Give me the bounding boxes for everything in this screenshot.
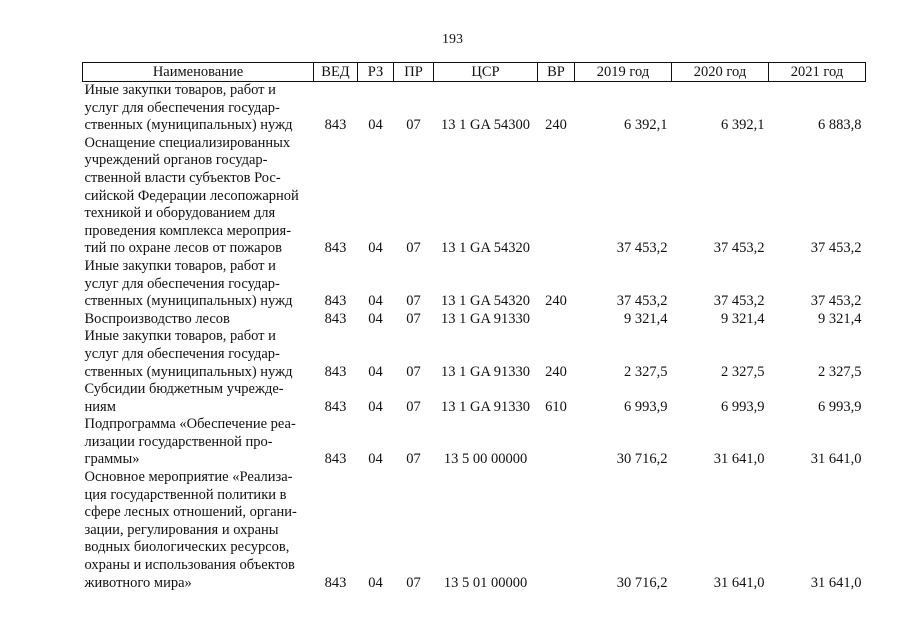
row-2019: 30 716,2 (616, 574, 668, 591)
row-ved: 843 (324, 117, 347, 134)
row-pr: 07 (406, 117, 421, 134)
row-pr: 07 (406, 293, 421, 310)
row-name-line: ниям (84, 398, 116, 415)
row-pr: 07 (406, 398, 421, 415)
row-name-line: Иные закупки товаров, работ и (84, 328, 276, 345)
row-name (83, 311, 314, 329)
header-2021: 2021 год (769, 63, 866, 82)
row-vr: 240 (545, 117, 567, 134)
row-rz: 04 (368, 117, 383, 134)
row-name-line: тий по охране лесов от пожаров (84, 240, 282, 257)
row-name-line: Основное мероприятие «Реализа- (84, 469, 293, 486)
header-ved: ВЕД (314, 63, 358, 82)
table-row (83, 258, 866, 311)
row-name (83, 82, 314, 135)
row-pr: 07 (406, 240, 421, 257)
row-name (83, 469, 314, 592)
row-name-line: зации, регулирования и охраны (84, 521, 279, 538)
page-number: 193 (442, 32, 463, 47)
row-2020: 9 321,4 (721, 310, 765, 327)
row-vr (538, 311, 575, 329)
row-2021: 31 641,0 (810, 451, 862, 468)
row-name (83, 135, 314, 258)
row-name-line: ция государственной политики в (84, 486, 287, 503)
row-name (83, 328, 314, 381)
row-2020: 31 641,0 (713, 574, 765, 591)
row-ved: 843 (324, 240, 347, 257)
row-name-line: водных биологических ресурсов, (84, 539, 290, 556)
table-header-row (83, 63, 866, 82)
row-2019: 37 453,2 (616, 240, 668, 257)
row-name (83, 381, 314, 416)
row-rz: 04 (368, 398, 383, 415)
table-row (83, 469, 866, 592)
row-pr: 07 (406, 574, 421, 591)
row-ved: 843 (324, 310, 347, 327)
table-body (83, 82, 866, 593)
row-name-line: охраны и использования объектов (84, 557, 295, 574)
row-ved: 843 (324, 398, 347, 415)
row-name-line: ственных (муниципальных) нужд (84, 117, 293, 134)
table-row (83, 381, 866, 416)
row-2019: 9 321,4 (624, 310, 668, 327)
row-csr: 13 1 GA 54300 (440, 117, 531, 134)
header-pr: ПР (394, 63, 434, 82)
row-2020: 2 327,5 (721, 363, 765, 380)
header-csr: ЦСР (434, 63, 538, 82)
row-2021: 37 453,2 (810, 240, 862, 257)
row-pr: 07 (406, 310, 421, 327)
row-pr: 07 (406, 363, 421, 380)
row-rz: 04 (368, 451, 383, 468)
row-vr: 610 (545, 398, 567, 415)
row-csr: 13 5 01 00000 (443, 574, 528, 591)
header-2019: 2019 год (575, 63, 672, 82)
header-rz: РЗ (358, 63, 394, 82)
row-name-line: Субсидии бюджетным учрежде- (84, 381, 284, 398)
row-2019: 30 716,2 (616, 451, 668, 468)
row-ved: 843 (324, 293, 347, 310)
table-row (83, 416, 866, 469)
row-name-line: проведения комплекса мероприя- (84, 222, 292, 239)
row-pr: 07 (406, 451, 421, 468)
row-name-line: ственной власти субъектов Рос- (84, 169, 281, 186)
header-vr: ВР (538, 63, 575, 82)
row-csr: 13 1 GA 91330 (440, 363, 531, 380)
row-name-line: Подпрограмма «Обеспечение реа- (84, 416, 296, 433)
row-name-line: Иные закупки товаров, работ и (84, 82, 276, 98)
row-name (83, 416, 314, 469)
table-row (83, 328, 866, 381)
row-name-line: лизации государственной про- (84, 433, 273, 450)
row-csr: 13 1 GA 91330 (440, 398, 531, 415)
row-2020: 6 993,9 (721, 398, 765, 415)
row-name-line: учреждений органов государ- (84, 152, 268, 169)
row-vr: 240 (545, 293, 567, 310)
row-2021: 6 883,8 (818, 117, 862, 134)
row-name-line: Оснащение специализированных (84, 134, 291, 151)
row-2020: 31 641,0 (713, 451, 765, 468)
row-rz: 04 (368, 293, 383, 310)
row-name-line: услуг для обеспечения государ- (84, 275, 280, 292)
table-row (83, 311, 866, 329)
row-csr: 13 1 GA 91330 (440, 310, 531, 327)
row-2021: 31 641,0 (810, 574, 862, 591)
budget-table (82, 62, 866, 592)
row-name-line: сийской Федерации лесопожарной (84, 187, 299, 204)
row-name-line: граммы» (84, 451, 140, 468)
row-name-line: ственных (муниципальных) нужд (84, 293, 293, 310)
row-rz: 04 (368, 240, 383, 257)
row-name-line: услуг для обеспечения государ- (84, 99, 280, 116)
row-2021: 2 327,5 (818, 363, 862, 380)
row-name-line: Иные закупки товаров, работ и (84, 257, 276, 274)
table-row (83, 135, 866, 258)
header-name: Наименование (83, 63, 314, 82)
row-csr: 13 1 GA 54320 (440, 240, 531, 257)
row-vr: 240 (545, 363, 567, 380)
row-vr (538, 469, 575, 592)
row-name-line: услуг для обеспечения государ- (84, 345, 280, 362)
row-csr: 13 5 00 00000 (443, 451, 528, 468)
table-row (83, 82, 866, 135)
header-2020: 2020 год (672, 63, 769, 82)
row-ved: 843 (324, 574, 347, 591)
row-2020: 37 453,2 (713, 293, 765, 310)
row-2019: 37 453,2 (616, 293, 668, 310)
row-rz: 04 (368, 363, 383, 380)
row-vr (538, 135, 575, 258)
row-2020: 37 453,2 (713, 240, 765, 257)
row-2020: 6 392,1 (721, 117, 765, 134)
row-vr (538, 416, 575, 469)
row-2019: 6 392,1 (624, 117, 668, 134)
row-ved: 843 (324, 363, 347, 380)
row-2021: 9 321,4 (818, 310, 862, 327)
row-name (83, 258, 314, 311)
row-rz: 04 (368, 310, 383, 327)
row-2021: 37 453,2 (810, 293, 862, 310)
row-2019: 2 327,5 (624, 363, 668, 380)
row-name-line: сфере лесных отношений, органи- (84, 504, 297, 521)
row-name-line: ственных (муниципальных) нужд (84, 363, 293, 380)
row-2021: 6 993,9 (818, 398, 862, 415)
row-ved: 843 (324, 451, 347, 468)
row-csr: 13 1 GA 54320 (440, 293, 531, 310)
row-rz: 04 (368, 574, 383, 591)
row-2019: 6 993,9 (624, 398, 668, 415)
row-name-line: животного мира» (84, 574, 192, 591)
row-name-line: техникой и оборудованием для (84, 205, 276, 222)
row-name-line: Воспроизводство лесов (84, 310, 230, 327)
